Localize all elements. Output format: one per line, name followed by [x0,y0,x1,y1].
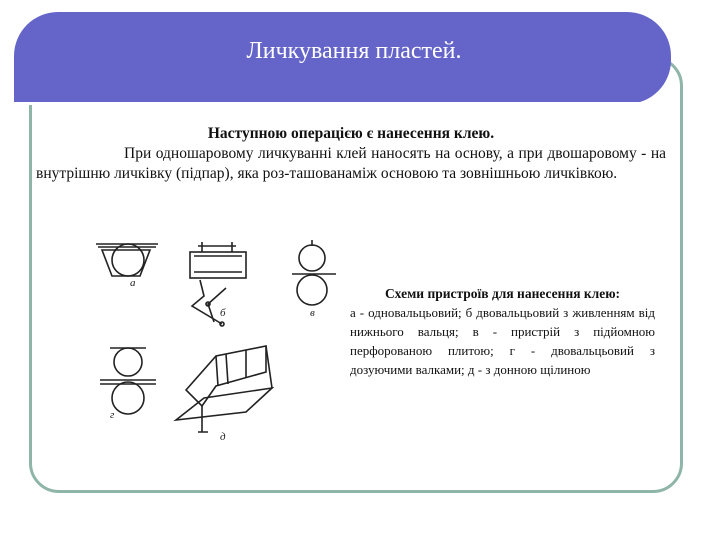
slide-title: Личкування пластей. [246,38,462,64]
device-b-drawing [190,242,246,326]
device-e-drawing [176,346,272,432]
figure-caption [350,284,655,379]
title-bar [14,12,671,104]
glue-devices-figure [96,236,342,446]
device-a-drawing [96,244,158,276]
figure-label-3: г [110,409,115,421]
device-c-drawing [292,240,336,305]
title-underline [14,102,650,105]
figure-label-4: д [220,431,226,443]
figure-label-0: а [130,277,136,289]
figure-label-1: б [220,307,226,319]
device-d-drawing [100,348,156,414]
paragraph-body: При одношаровому личкуванні клей наносять на основу, а при двошаровому - на внутрішню личківку (підпар), яка роз-ташованаміж основою та зовнішньою личківкою. [36,145,666,182]
main-paragraph [36,124,666,184]
caption-text: а - одновальцьовий; б двовальцьовий з живленням від нижнього вальця; в - пристрій з підйомною перфорованою плитою; г - двовальцьовий з дозуючими валками; д - з донною щілиною [350,305,655,377]
figure-label-2: в [310,307,315,319]
caption-title: Схеми пристроїв для нанесення клею: [384,286,621,301]
paragraph-heading: Наступною операцією є нанесення клею. [207,125,495,142]
